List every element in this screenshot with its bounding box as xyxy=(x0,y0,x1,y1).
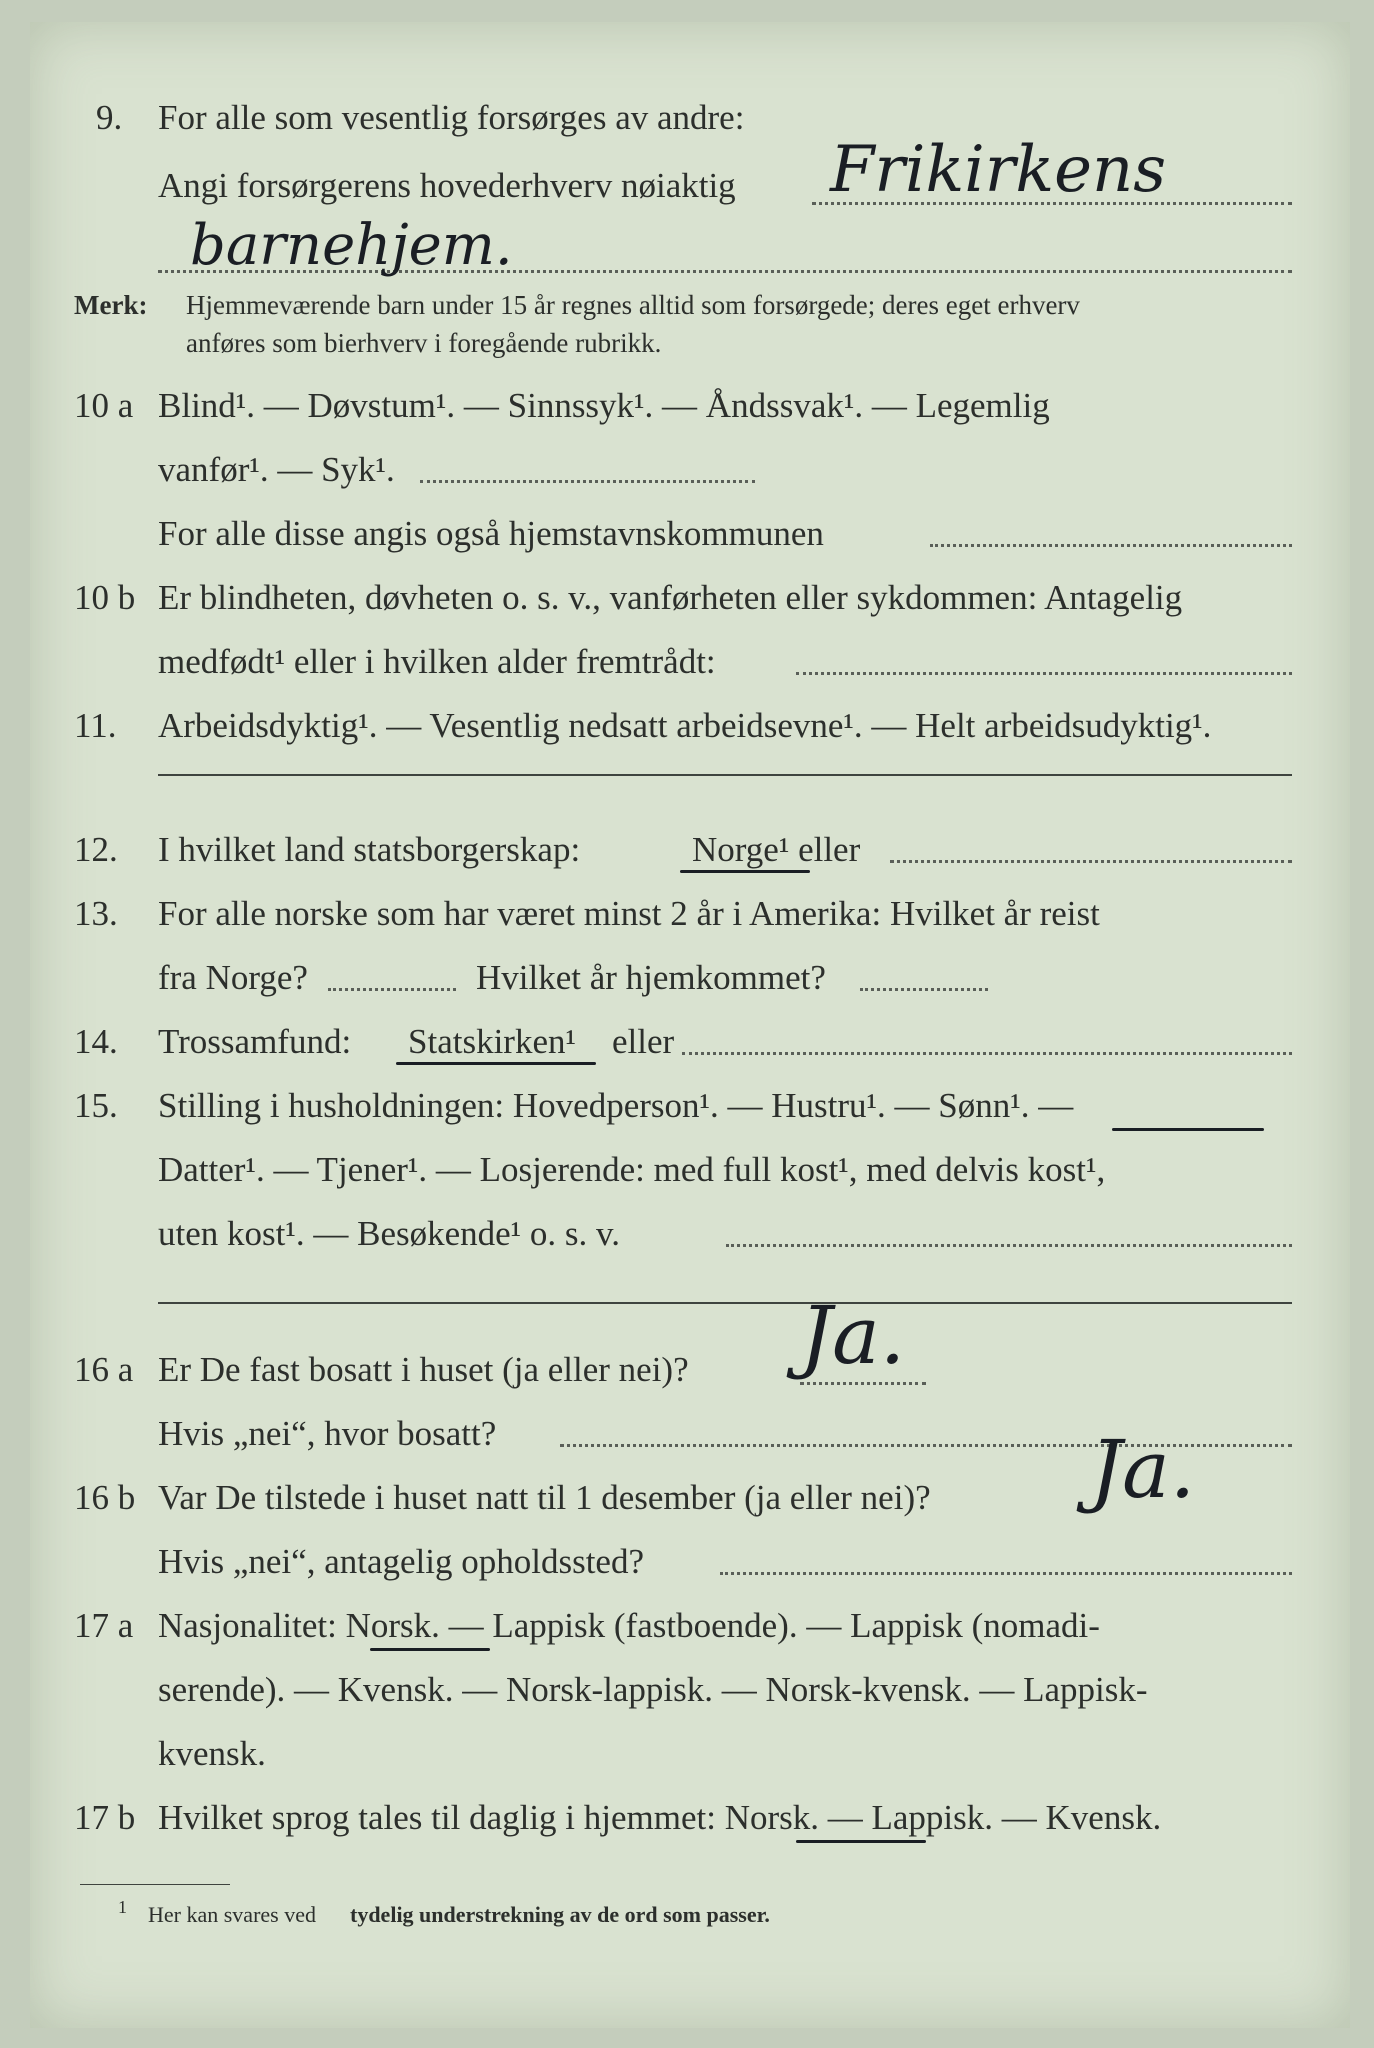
q14-line1a: Trossamfund: xyxy=(158,1022,352,1061)
footnote-mark: 1 xyxy=(118,1897,127,1917)
q16b-line2: Hvis „nei“, antagelig opholdssted? xyxy=(158,1542,644,1581)
q17a-line2: serende). — Kvensk. — Norsk-lappisk. — Norsk-kvensk. — Lappisk- xyxy=(158,1670,1148,1709)
q17a-norsk-underline xyxy=(370,1648,490,1651)
q12-line1a: I hvilket land statsborgerskap: xyxy=(158,830,581,869)
q10a-hjemstavn-line xyxy=(930,544,1292,547)
q12-line1b: Norge¹ eller xyxy=(692,830,861,869)
q15-line1: Stilling i husholdningen: Hovedperson¹. — Hustru¹. — Sønn¹. — xyxy=(158,1086,1074,1125)
q17b-number: 17 b xyxy=(74,1798,136,1837)
q9-number: 9. xyxy=(96,98,123,137)
q16a-number: 16 a xyxy=(74,1350,134,1389)
merk-line2: anføres som bierhverv i foregående rubrikk. xyxy=(186,328,662,358)
q9-handwritten-answer-1: Frikirkens xyxy=(830,133,1167,207)
q17a-line1: Nasjonalitet: Norsk. — Lappisk (fastboende). — Lappisk (nomadi- xyxy=(158,1606,1100,1645)
q15-line2: Datter¹. — Tjener¹. — Losjerende: med full kost¹, med delvis kost¹, xyxy=(158,1150,1106,1189)
q13-reist-line xyxy=(328,988,456,991)
q10b-answer-line xyxy=(796,672,1292,675)
q13-line2b: Hvilket år hjemkommet? xyxy=(476,958,826,997)
q16b-handwritten-answer: Ja. xyxy=(1090,1423,1196,1516)
q10a-number: 10 a xyxy=(74,386,134,425)
q12-norge-underline xyxy=(680,870,810,873)
q10b-line2: medfødt¹ eller i hvilken alder fremtrådt: xyxy=(158,642,716,681)
q16a-line1: Er De fast bosatt i huset (ja eller nei)? xyxy=(158,1350,689,1389)
q9-line2: Angi forsørgerens hovederhverv nøiaktig xyxy=(158,166,736,205)
q16a-line2: Hvis „nei“, hvor bosatt? xyxy=(158,1414,497,1453)
census-form-page xyxy=(30,22,1350,2028)
footnote-rule xyxy=(80,1884,230,1885)
q9-handwritten-answer-2: barnehjem. xyxy=(190,213,513,278)
q12-answer-line xyxy=(890,860,1292,863)
q16a-answer-line xyxy=(800,1382,926,1385)
q17a-number: 17 a xyxy=(74,1606,134,1645)
q9-line1: For alle som vesentlig forsørges av andre: xyxy=(158,98,745,137)
q12-number: 12. xyxy=(74,830,118,869)
q14-line1c: eller xyxy=(612,1022,675,1061)
footnote-text-plain: Her kan svares ved xyxy=(148,1902,316,1927)
merk-label: Merk: xyxy=(74,290,148,320)
q14-number: 14. xyxy=(74,1022,118,1061)
q11-separator xyxy=(158,774,1292,776)
q13-line2a: fra Norge? xyxy=(158,958,308,997)
q10a-answer-line xyxy=(420,480,755,483)
q11-number: 11. xyxy=(74,706,117,745)
q10a-line3: For alle disse angis også hjemstavnskommunen xyxy=(158,514,824,553)
q15-sonn-underline xyxy=(1112,1128,1264,1131)
q17b-norsk-underline xyxy=(796,1840,926,1843)
q15-line3: uten kost¹. — Besøkende¹ o. s. v. xyxy=(158,1214,621,1253)
q13-number: 13. xyxy=(74,894,118,933)
q14-statskirken-underline xyxy=(396,1062,596,1065)
q15-separator xyxy=(158,1302,1292,1304)
footnote-text-bold: tydelig understrekning av de ord som passer. xyxy=(350,1902,770,1927)
q16b-opholdssted-line xyxy=(720,1572,1292,1575)
q10a-line1: Blind¹. — Døvstum¹. — Sinnssyk¹. — Åndssvak¹. — Legemlig xyxy=(158,386,1050,425)
q16b-number: 16 b xyxy=(74,1478,136,1517)
q16a-handwritten-answer: Ja. xyxy=(800,1289,906,1382)
q16b-line1: Var De tilstede i huset natt til 1 desember (ja eller nei)? xyxy=(158,1478,931,1517)
q10b-line1: Er blindheten, døvheten o. s. v., vanførheten eller sykdommen: Antagelig xyxy=(158,578,1183,617)
q17b-line1: Hvilket sprog tales til daglig i hjemmet: Norsk. — Lappisk. — Kvensk. xyxy=(158,1798,1162,1837)
q14-line1b: Statskirken¹ xyxy=(408,1022,576,1061)
q13-hjemkommet-line xyxy=(860,988,988,991)
q11-line1: Arbeidsdyktig¹. — Vesentlig nedsatt arbeidsevne¹. — Helt arbeidsudyktig¹. xyxy=(158,706,1212,745)
q17a-line3: kvensk. xyxy=(158,1734,266,1773)
merk-line1: Hjemmeværende barn under 15 år regnes alltid som forsørgede; deres eget erhverv xyxy=(186,290,1080,320)
q10a-line2: vanfør¹. — Syk¹. xyxy=(158,450,395,489)
q13-line1: For alle norske som har været minst 2 år i Amerika: Hvilket år reist xyxy=(158,894,1100,933)
q15-answer-line xyxy=(726,1244,1292,1247)
q10b-number: 10 b xyxy=(74,578,136,617)
q14-answer-line xyxy=(682,1052,1292,1055)
q15-number: 15. xyxy=(74,1086,118,1125)
